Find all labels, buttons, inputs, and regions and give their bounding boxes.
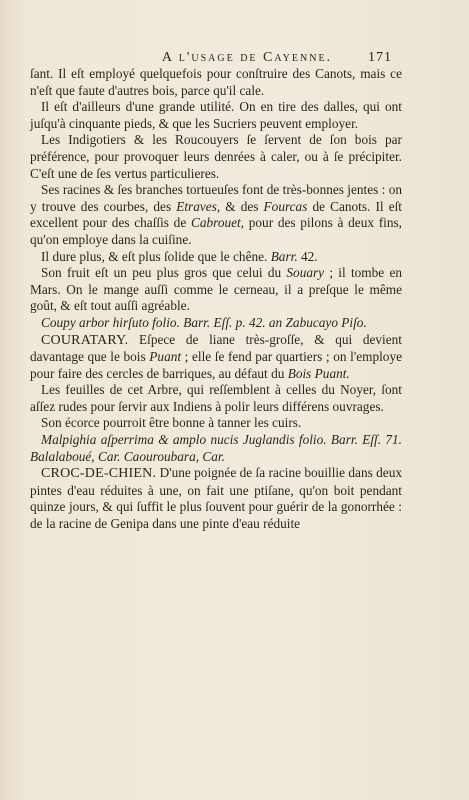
text-run: , pour des pilons à deux fins, qu'on employe dans la cuiſine. [30, 215, 402, 247]
entry-paragraph [30, 332, 402, 383]
paragraph [30, 415, 402, 432]
paragraph [30, 99, 402, 132]
text-run: Les feuilles de cet Arbre, qui reſſemblent à celles du Noyer, ſont aſſez rudes pour ſervir aux Indiens à polir leurs différens ouvrages. [30, 382, 402, 414]
text-run: ; il tombe en Mars. On le mange auſſi comme le cerneau, il a preſque le même goût, & eſt tout auſſi agréable. [30, 265, 402, 314]
text-run: Il eſt d'ailleurs d'une grande utilité. On en tire des dalles, qui ont juſqu'à cinquante pieds, & que les Sucriers peuvent employer. [30, 99, 402, 131]
text-run: Eſpece de liane très-groſſe, & qui devient davantage que le bois [30, 331, 402, 365]
italic-term: Cabrouet [190, 215, 241, 231]
italic-term: Puant [149, 349, 182, 365]
text-run: Coupy arbor hirſuto folio. Barr. Eſſ. p. 42. an Zabucayo Piſo. [41, 314, 367, 330]
text-run: ſant. Il eſt employé quelquefois pour conſtruire des Canots, mais ce n'eſt que faute d'autres bois, parce qu'il cale. [30, 66, 402, 98]
paragraph [30, 132, 402, 182]
text-run: Son écorce pourroit être bonne à tanner les cuirs. [41, 415, 302, 431]
paragraph [30, 249, 402, 266]
paragraph [30, 182, 402, 248]
text-run: D'une poignée de ſa racine bouillie dans deux pintes d'eau réduites à une, on fait une ptiſane, qu'on boit pendant quinze jours, & qui ſuffit le plus ſouvent pour guérir de la gonorrhée : de la racine de Genipa dans une pinte d'eau réduite [30, 465, 402, 532]
text-run: Malpighia aſperrima & amplo nucis Juglandis folio. Barr. Eſſ. 71. Balalaboué, Car. Caouroubara, Car. [30, 432, 402, 464]
text-run: Les Indigotiers & les Roucouyers ſe ſervent de ſon bois par préférence, pour provoquer leurs denrées à caler, ou à ſe précipiter. C'eſt une de ſes vertus particulieres. [30, 132, 402, 181]
italic-term: Bois Puant. [287, 365, 350, 381]
entry-headword: CROC-DE-CHIEN. [41, 466, 157, 482]
text-run: ; elle ſe fend par quartiers ; on l'employe pour faire des cercles de barriques, au défaut du [30, 349, 402, 381]
text-run: Il dure plus, & eſt plus ſolide que le chêne. [41, 248, 271, 264]
italic-term: Etraves [176, 198, 217, 214]
latin-synonym [30, 315, 402, 332]
text-run: Son fruit eſt un peu plus gros que celui du [41, 265, 287, 281]
entry-headword: COURATARY. [41, 332, 129, 348]
latin-synonym [30, 432, 402, 465]
text-run: de Canots. Il eſt excellent pour des chaſſis de [30, 198, 402, 231]
text-run: , & des [216, 198, 264, 214]
body-text [30, 66, 402, 533]
text-run: Ses racines & ſes branches tortueuſes font de très-bonnes jentes : on y trouve des courbes, des [30, 182, 402, 214]
italic-term: Fourcas [263, 198, 308, 214]
entry-paragraph [30, 465, 402, 532]
italic-term: Barr. [270, 248, 298, 264]
page-number: 171 [368, 50, 392, 65]
text-run: 42. [297, 248, 318, 264]
italic-term: Souary [286, 265, 325, 281]
paragraph-continuation [30, 66, 402, 99]
running-head: A l'usage de Cayenne. [161, 50, 333, 65]
paragraph [30, 382, 402, 415]
paragraph [30, 265, 402, 315]
